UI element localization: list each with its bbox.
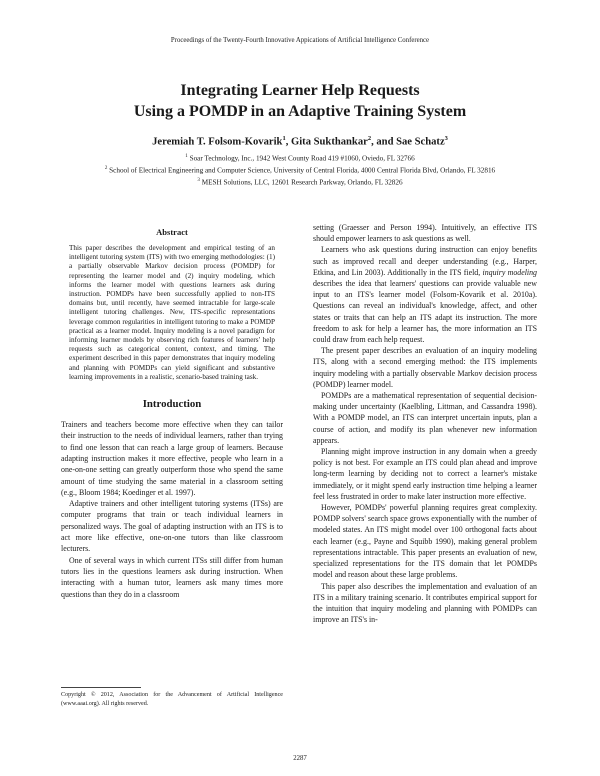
affiliation-mark: 1 [185,154,188,159]
author-name: Sae Schatz [396,136,445,148]
italic-term: inquiry modeling [482,267,537,277]
affiliation-1 [0,154,600,162]
affiliation-text: MESH Solutions, LLC, 12601 Research Parkway, Orlando, FL 32826 [199,178,403,187]
affiliation-mark: 3 [197,178,200,183]
affiliation-2 [0,166,600,174]
author-list [0,135,600,148]
paragraph: Planning might improve instruction in any domain when a greedy policy is not best. For example an ITS could plan ahead and improve long-term learning by deciding not to correct a learner's mistake immediately, or it might spend early instruction time helping a learner feel less frustrated in order to make later instruction more effective. [313,447,537,501]
copyright-notice: Copyright © 2012, Association for the Advancement of Artificial Intelligence (www.aaai.org). All rights reserved. [61,692,283,707]
paragraph [313,244,537,345]
author-affil-mark: 2 [367,135,372,142]
author-affil-mark: 1 [282,135,286,142]
right-column [313,222,537,625]
abstract-text: This paper describes the development and empirical testing of an intelligent tutoring system (ITS) with two emerging methodologies: (1) a partially observable Markov decision process (POMDP) for representing the learner model and (2) inquiry modeling, which informs the learner model with questions learners ask during instruction. POMDPs have been successfully applied to non-ITS domains but, until recently, have seemed intractable for large-scale intelligent tutoring challenges. New, ITS-specific representations leverage common regularities in intelligent tutoring to make a POMDP practical as a learner model. Inquiry modeling is a novel paradigm for informing learner models by observing rich features of learners' help requests such as categorical content, context, and timing. The experiment described in this paper demonstrates that inquiry modeling and planning with POMDPs can yield significant and substantive learning improvements in a realistic, scenario-based training task. [69,244,275,381]
author-name: Gita Sukthankar [290,136,368,148]
title-line-1: Integrating Learner Help Requests [180,82,420,99]
proceedings-header: Proceedings of the Twenty-Fourth Innovative Appications of Artificial Intelligence Conference [170,37,430,44]
author-affil-mark: 3 [444,135,448,142]
page-number: 2287 [293,755,307,762]
affiliation-3 [0,178,600,186]
paragraph: Trainers and teachers become more effective when they can tailor their instruction to the needs of individual learners, rather than trying to find one lesson that can reach a large group of learners. Because adapting instruction makes it more effective, people who learn in a one-on-one setting can greatly outperform those who spend the same amount of time studying the same material in a classroom setting (e.g., Bloom 1984; Koedinger et al. 1997). [61,420,283,497]
paragraph: One of several ways in which current ITSs still differ from human tutors lies in the questions learners ask during instruction. When interacting with a human tutor, learners ask many times more questions than they do in a classroom [61,555,283,599]
introduction-heading: Introduction [142,398,202,411]
paper-title [0,80,600,122]
paragraph: The present paper describes an evaluation of an inquiry modeling ITS, along with a second emerging method: the ITS implements inquiry modeling with a partially observable Markov decision process (POMDP) learner model. [313,346,537,389]
affiliation-mark: 2 [104,166,108,171]
author-separator: , [285,136,291,148]
title-line-2: Using a POMDP in an Adaptive Training System [133,103,467,120]
paragraph: POMDPs are a mathematical representation of sequential decision-making under uncertainty (Kaelbling, Littman, and Cassandra 1998). With a POMDP model, an ITS can interpret uncertain inputs, plan a course of action, and modify its plan whenever new information appears. [313,391,537,445]
affiliation-text: Soar Technology, Inc., 1942 West County Road 419 #1060, Oviedo, FL 32766 [187,154,415,163]
paragraph: This paper also describes the implementation and evaluation of an ITS in a military training scenario. It contributes empirical support for the intuition that inquiry modeling and planning with POMDPs can improve an ITS's in- [313,581,537,625]
left-column [61,222,283,600]
author-name: Jeremiah T. Folsom-Kovarik [152,136,283,148]
paragraph: setting (Graesser and Person 1994). Intuitively, an effective ITS should empower learners to ask questions as well. [313,223,537,244]
author-separator: , and [371,136,397,148]
paragraph-text: describes the idea that learners' questions can provide valuable new input to an ITS's learner model (Folsom-Kovarik et al. 2010a). Questions can reveal an individual's knowledge, affect, and other states or traits that can help an ITS adapt its instruction. The more freedom to ask for help a learner has, the more information an ITS could draw from each help request. [313,279,537,345]
paragraph: However, POMDPs' powerful planning requires great complexity. POMDP solvers' search space grows exponentially with the number of modeled states. An ITS might model over 100 orthogonal facts about each learner (e.g., Payne and Squibb 1990), making general problem representations intractable. This paper presents an evaluation of new, specialized representations for the ITS domain that let POMDPs model and reason about these large problems. [313,503,537,580]
paragraph: Adaptive trainers and other intelligent tutoring systems (ITSs) are computer programs that train or teach individual learners in personalized ways. The goal of adapting instruction with an ITS is to act more like effective, one-on-one tutors than like classroom lecturers. [61,499,283,554]
paragraph-text: Learners who ask questions during instruction can enjoy benefits such as improved recall and deeper understanding (e.g., Harper, Etkina, and Lin 2003). Additionally in the ITS field, [313,245,537,277]
abstract-heading: Abstract [156,227,188,237]
footnote-divider [61,687,141,688]
affiliation-text: School of Electrical Engineering and Computer Science, University of Central Florida, 4000 Central Florida Blvd, Orlando, FL 32816 [107,166,496,175]
